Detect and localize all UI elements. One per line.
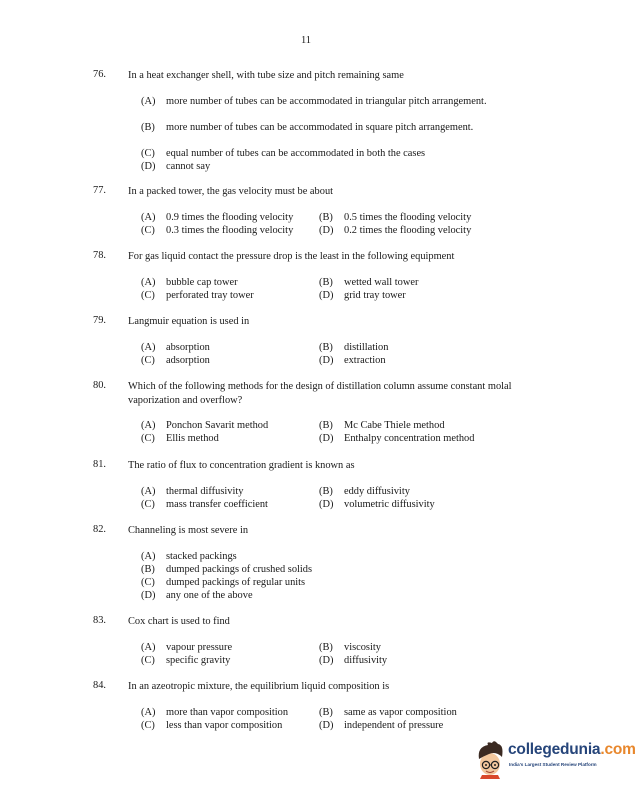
mascot-icon [474,735,508,779]
question-number: 77. [93,185,106,196]
question-text: Langmuir equation is used in [128,316,250,327]
question-number: 78. [93,250,106,261]
question-number: 76. [93,69,106,80]
question-number: 83. [93,615,106,626]
question-number: 84. [93,680,106,691]
question-number: 82. [93,524,106,535]
page-number: 11 [300,35,312,46]
question-number: 79. [93,315,106,326]
logo-wordmark: collegedunia.com [508,741,636,758]
question-text: Which of the following methods for the design of distillation column assume constant molal vaporization and overflow? [128,381,512,406]
question-text: For gas liquid contact the pressure drop is the least in the following equipment [128,251,455,262]
question-text: In a heat exchanger shell, with tube size and pitch remaining same [128,70,404,81]
question-number: 81. [93,459,106,470]
question-text: In a packed tower, the gas velocity must be about [128,186,334,197]
collegedunia-logo[interactable] [474,735,636,779]
question-number: 80. [93,380,106,391]
question-text: Cox chart is used to find [128,616,230,627]
question-text: In an azeotropic mixture, the equilibrium liquid composition is [128,681,390,692]
question-text: The ratio of flux to concentration gradient is known as [128,460,355,471]
question-text: Channeling is most severe in [128,525,249,536]
logo-tagline: India's Largest Student Review Platform [509,762,597,767]
